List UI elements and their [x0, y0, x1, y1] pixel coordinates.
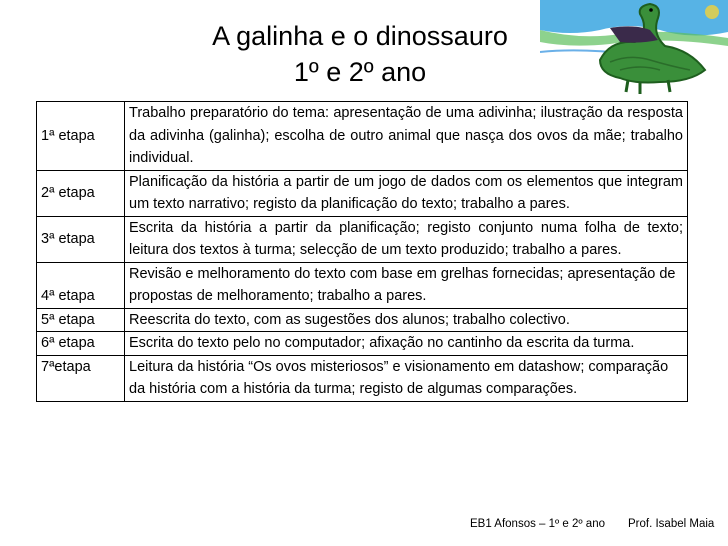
table-row	[37, 216, 688, 262]
footer-school: EB1 Afonsos – 1º e 2º ano	[470, 518, 605, 530]
footer-author: Prof. Isabel Maia	[628, 518, 715, 530]
stage-label: 5ª etapa	[37, 308, 125, 332]
stage-label: 7ªetapa	[37, 355, 125, 401]
stage-description: Planificação da história a partir de um jogo de dados com os elementos que integram um texto narrativo; registo da planificação do texto; trabalho a pares.	[125, 170, 688, 216]
title-line-1: A galinha e o dinossauro	[212, 21, 508, 51]
stage-label: 6ª etapa	[37, 332, 125, 356]
table-row	[37, 332, 688, 356]
stage-description: Escrita da história a partir da planificação; registo conjunto numa folha de texto; leitura dos textos à turma; selecção de um texto produzido; trabalho a pares.	[125, 216, 688, 262]
stage-label: 2ª etapa	[37, 170, 125, 216]
stages-table	[36, 101, 688, 402]
table-row	[37, 102, 688, 171]
table-row	[37, 170, 688, 216]
table-row	[37, 308, 688, 332]
child-drawing-dinosaur-icon	[540, 0, 728, 96]
stage-description: Trabalho preparatório do tema: apresentação de uma adivinha; ilustração da resposta da adivinha (galinha); escolha de outro animal que nasça dos ovos da mãe; trabalho individual.	[125, 102, 688, 171]
stage-description: Leitura da história “Os ovos misteriosos” e visionamento em datashow; comparação da história com a história da turma; registo de algumas comparações.	[125, 355, 688, 401]
stage-label: 3ª etapa	[37, 216, 125, 262]
stage-description: Reescrita do texto, com as sugestões dos alunos; trabalho colectivo.	[125, 308, 688, 332]
table-row	[37, 355, 688, 401]
stage-description: Revisão e melhoramento do texto com base em grelhas fornecidas; apresentação de propostas de melhoramento; trabalho a pares.	[125, 262, 688, 308]
stage-label: 4ª etapa	[37, 262, 125, 308]
stage-description: Escrita do texto pelo no computador; afixação no cantinho da escrita da turma.	[125, 332, 688, 356]
table-row	[37, 262, 688, 308]
title-line-2: 1º e 2º ano	[293, 57, 427, 87]
stage-label: 1ª etapa	[37, 102, 125, 171]
page-title	[150, 18, 570, 90]
